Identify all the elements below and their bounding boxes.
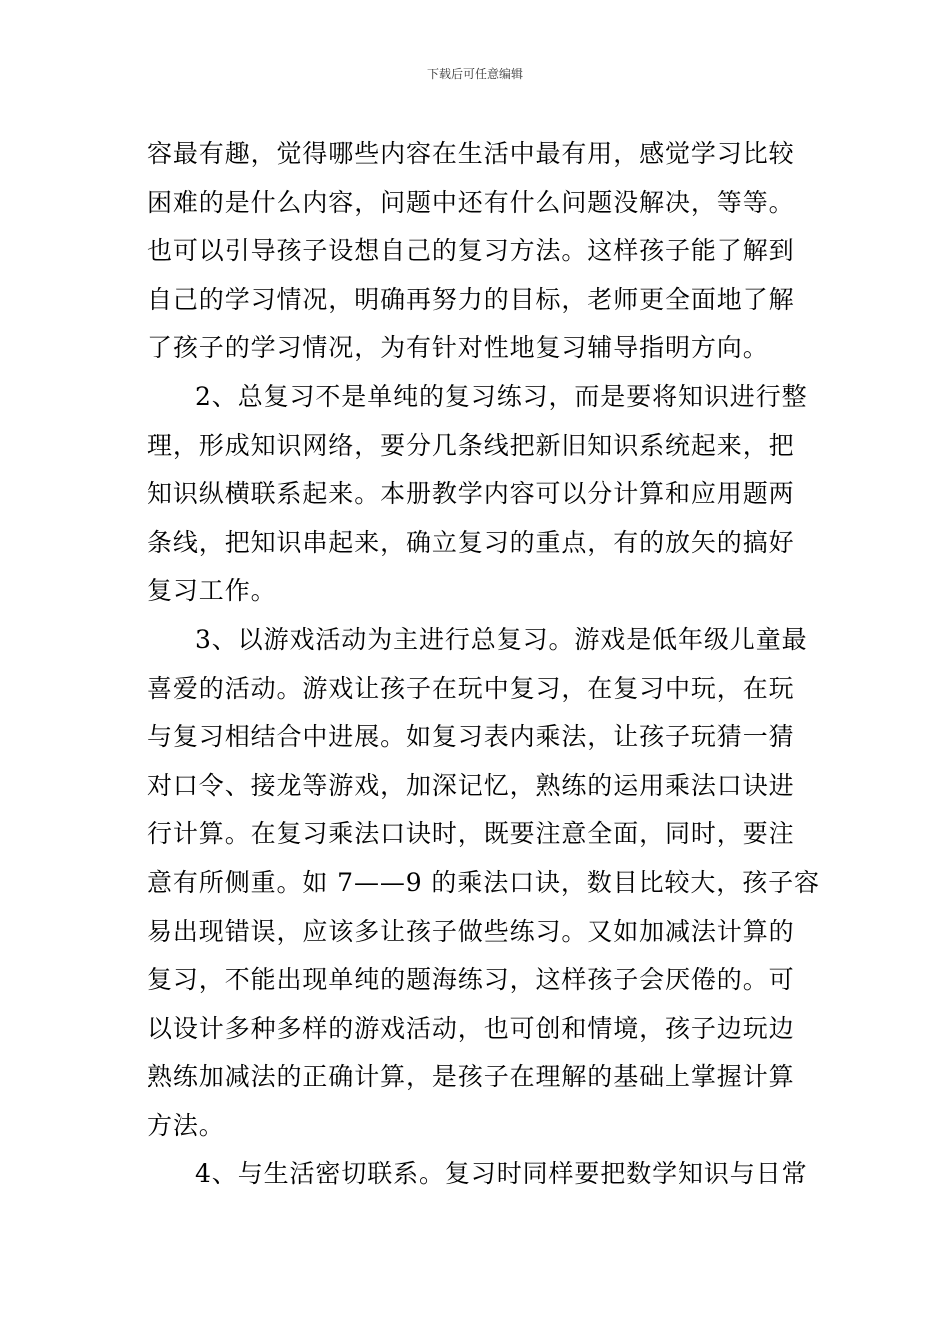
text-line: 方法。 (147, 1110, 225, 1140)
paragraph-4 (147, 1150, 807, 1199)
paragraph-1 (147, 130, 807, 373)
text-line: 知识纵横联系起来。本册教学内容可以分计算和应用题两 (147, 479, 795, 509)
text-line: 行计算。在复习乘法口诀时，既要注意全面，同时，要注 (147, 819, 795, 849)
text-line: 复习，不能出现单纯的题海练习，这样孩子会厌倦的。可 (147, 965, 795, 995)
text-line: 条线，把知识串起来，确立复习的重点，有的放矢的搞好 (147, 527, 795, 557)
text-line: 对口令、接龙等游戏，加深记忆，熟练的运用乘法口诀进 (147, 770, 795, 800)
document-body (147, 130, 820, 1199)
text-line: 3、以游戏活动为主进行总复习。游戏是低年级儿童最 (195, 624, 808, 654)
text-line: 易出现错误，应该多让孩子做些练习。又如加减法计算的 (147, 916, 795, 946)
text-line: 自己的学习情况，明确再努力的目标，老师更全面地了解 (147, 284, 795, 314)
text-line: 理，形成知识网络，要分几条线把新旧知识系统起来，把 (147, 430, 795, 460)
paragraph-3 (147, 616, 820, 1151)
text-line: 熟练加减法的正确计算，是孩子在理解的基础上掌握计算 (147, 1062, 795, 1092)
text-line: 复习工作。 (147, 576, 277, 606)
text-line: 意有所侧重。如 7——9 的乘法口诀，数目比较大，孩子容 (147, 867, 820, 897)
text-line: 困难的是什么内容，问题中还有什么问题没解决，等等。 (147, 187, 795, 217)
text-line: 2、总复习不是单纯的复习练习，而是要将知识进行整 (195, 381, 808, 411)
text-line: 喜爱的活动。游戏让孩子在玩中复习，在复习中玩，在玩 (147, 673, 795, 703)
page-header-note: 下载后可任意编辑 (426, 67, 523, 81)
text-line: 与复习相结合中进展。如复习表内乘法，让孩子玩猜一猜 (147, 722, 795, 752)
paragraph-2 (147, 373, 807, 616)
text-line: 了孩子的学习情况，为有针对性地复习辅导指明方向。 (147, 333, 769, 363)
text-line: 也可以引导孩子设想自己的复习方法。这样孩子能了解到 (147, 236, 795, 266)
text-line: 以设计多种多样的游戏活动，也可创和情境，孩子边玩边 (147, 1013, 795, 1043)
text-line: 4、与生活密切联系。复习时同样要把数学知识与日常 (195, 1159, 808, 1189)
text-line: 容最有趣，觉得哪些内容在生活中最有用，感觉学习比较 (147, 139, 795, 168)
